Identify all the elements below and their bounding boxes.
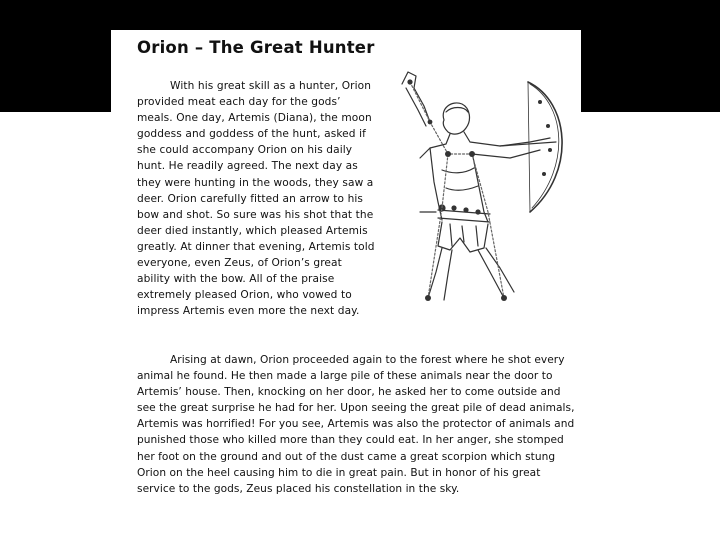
document-title: Orion – The Great Hunter bbox=[137, 38, 375, 57]
orion-figure-icon bbox=[380, 62, 580, 308]
paragraph-1: With his great skill as a hunter, Orion provided meat each day for the gods’ meals. One day, Artemis (Diana), the moon goddess and goddess of the hunt, asked if she could accompany Orion on his daily hunt. He readily agreed. The next day as they were hunting in the woods, they saw a deer. Orion carefully fitted an arrow to his bow and shot. So sure was his shot that the deer died instantly, which pleased Artemis greatly. At dinner that evening, Artemis told everyone, even Zeus, of Orion’s great ability with the bow. All of the praise extremely pleased Orion, who vowed to impress Artemis even more the next day. bbox=[137, 80, 375, 318]
paragraph-2: Arising at dawn, Orion proceeded again to the forest where he shot every animal he found. He then made a large pile of these animals near the door to Artemis’ house. Then, knocking on her door, he asked her to come outside and see the great surprise he had for her. Upon seeing the great pile of dead animals, Artemis was horrified! For you see, Artemis was also the protector of animals and punished those who killed more than they could eat. In her anger, she stomped her foot on the ground and out of the dust came a great scorpion which stung Orion on the heel causing him to die in great pain. But in honor of his great service to the gods, Zeus placed his constellation in the sky. bbox=[137, 354, 575, 495]
orion-hunter-illustration bbox=[380, 62, 580, 308]
